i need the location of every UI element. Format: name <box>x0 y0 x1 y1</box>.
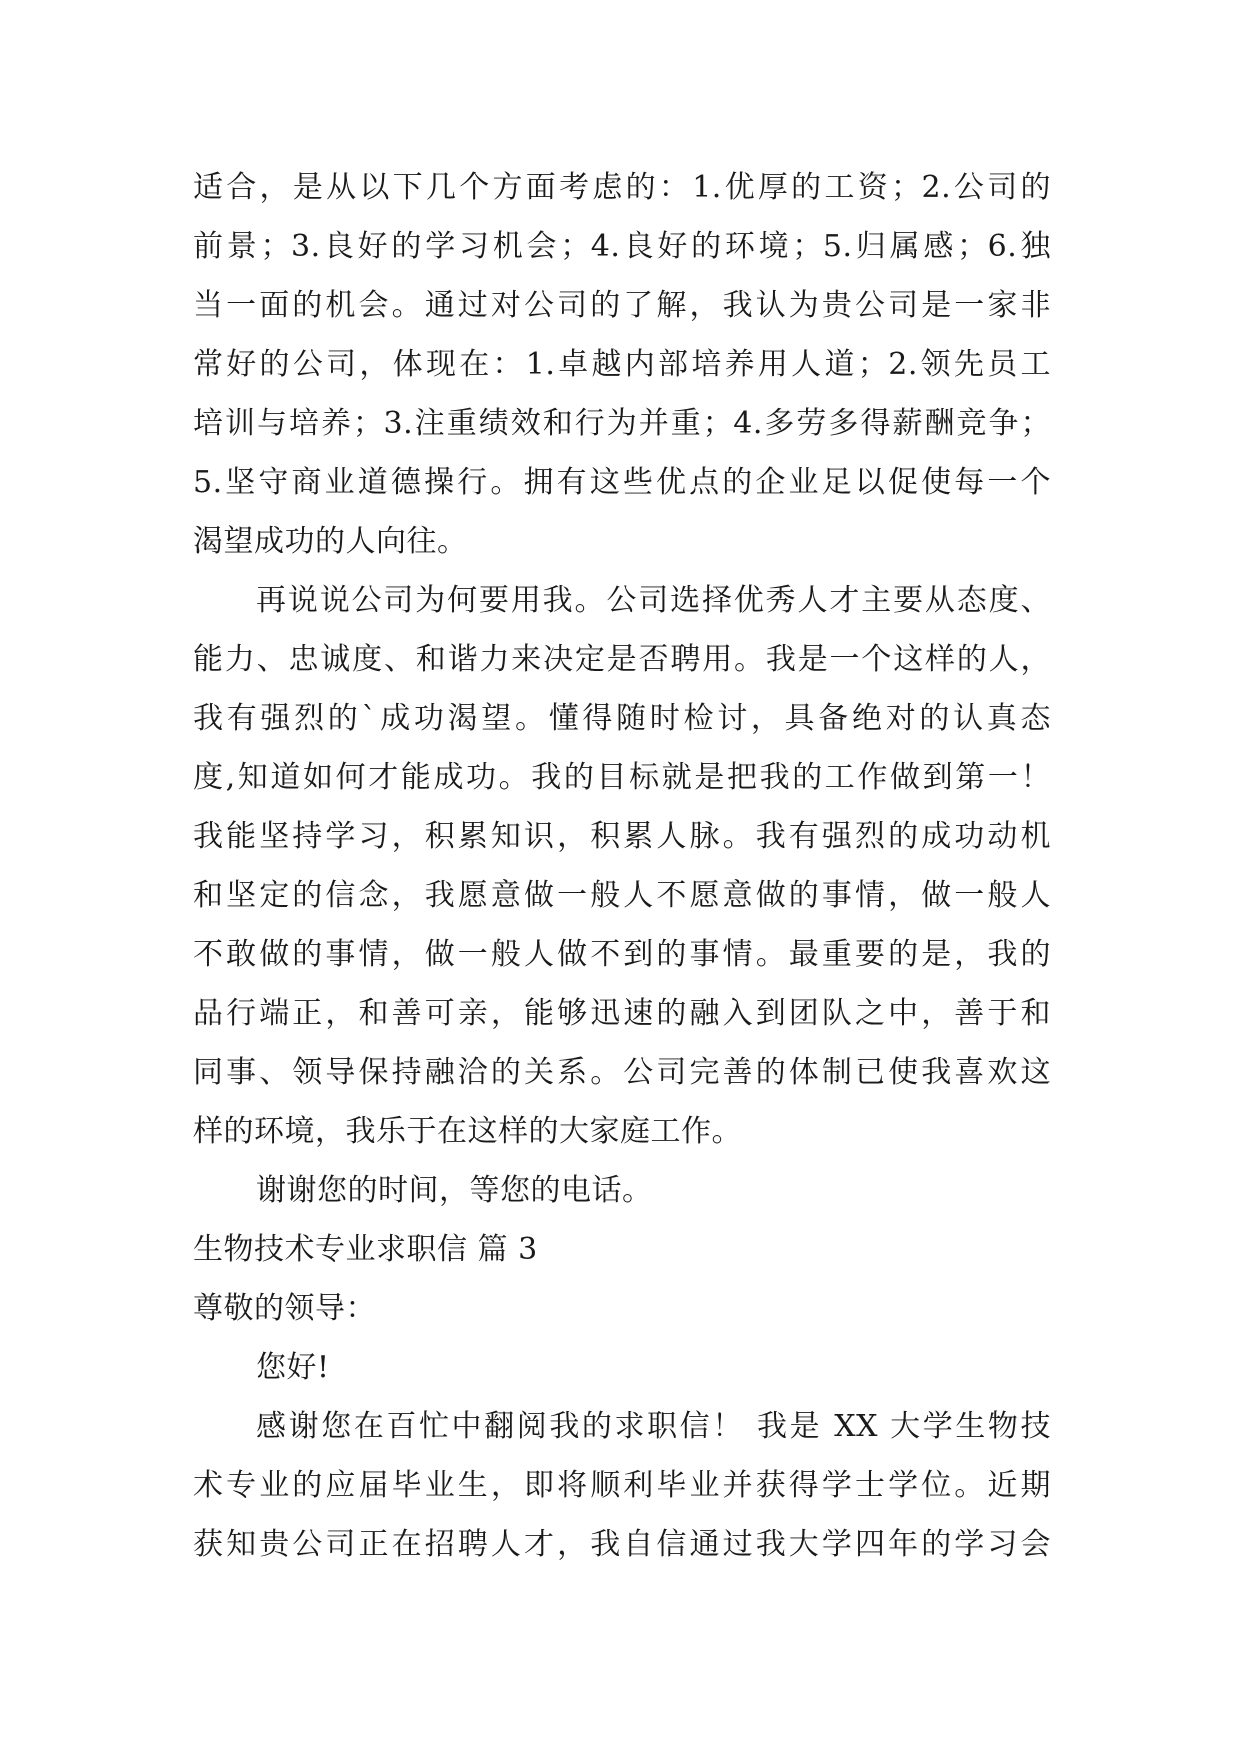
text-line: 渴望成功的人向往。 <box>193 524 468 559</box>
section-title: 生物技术专业求职信 篇 3 <box>193 1232 538 1267</box>
greeting: 您好! <box>256 1350 330 1385</box>
document-body <box>193 158 1051 1574</box>
paragraph-introduction <box>193 1397 1051 1574</box>
paragraph-why-me <box>193 571 1051 1161</box>
text-line: 适合，是从以下几个方面考虑的：1.优厚的工资；2.公司的 <box>193 170 1051 205</box>
text-line: 样的环境，我乐于在这样的大家庭工作。 <box>193 1114 742 1149</box>
text-line: 再说说公司为何要用我。公司选择优秀人才主要从态度、 <box>256 583 1051 618</box>
text-line: 能力、忠诚度、和谐力来决定是否聘用。我是一个这样的人， <box>193 642 1051 677</box>
text-line: 不敢做的事情，做一般人做不到的事情。最重要的是，我的 <box>193 937 1051 972</box>
text-line: 度,知道如何才能成功。我的目标就是把我的工作做到第一！ <box>193 760 1051 795</box>
text-line: 常好的公司，体现在：1.卓越内部培养用人道；2.领先员工 <box>193 347 1051 382</box>
text-line: 培训与培养；3.注重绩效和行为并重；4.多劳多得薪酬竞争； <box>193 406 1051 441</box>
text-line: 当一面的机会。通过对公司的了解，我认为贵公司是一家非 <box>193 288 1051 323</box>
text-line: 获知贵公司正在招聘人才，我自信通过我大学四年的学习会 <box>193 1527 1051 1562</box>
paragraph-thanks <box>193 1161 1051 1220</box>
text-line: 5.坚守商业道德操行。拥有这些优点的企业足以促使每一个 <box>193 465 1051 500</box>
paragraph-reasons <box>193 158 1051 571</box>
text-line: 前景；3.良好的学习机会；4.良好的环境；5.归属感；6.独 <box>193 229 1051 264</box>
text-line: 和坚定的信念，我愿意做一般人不愿意做的事情，做一般人 <box>193 878 1051 913</box>
text-line: 品行端正，和善可亲，能够迅速的融入到团队之中，善于和 <box>193 996 1051 1031</box>
text-line: 感谢您在百忙中翻阅我的求职信！ 我是 XX 大学生物技 <box>256 1409 1051 1444</box>
text-line: 谢谢您的时间，等您的电话。 <box>256 1173 653 1208</box>
text-line: 同事、领导保持融洽的关系。公司完善的体制已使我喜欢这 <box>193 1055 1051 1090</box>
salutation: 尊敬的领导： <box>193 1291 376 1326</box>
text-line: 我能坚持学习，积累知识，积累人脉。我有强烈的成功动机 <box>193 819 1051 854</box>
text-line: 我有强烈的`成功渴望。懂得随时检讨，具备绝对的认真态 <box>193 701 1051 736</box>
text-line: 术专业的应届毕业生，即将顺利毕业并获得学士学位。近期 <box>193 1468 1051 1503</box>
